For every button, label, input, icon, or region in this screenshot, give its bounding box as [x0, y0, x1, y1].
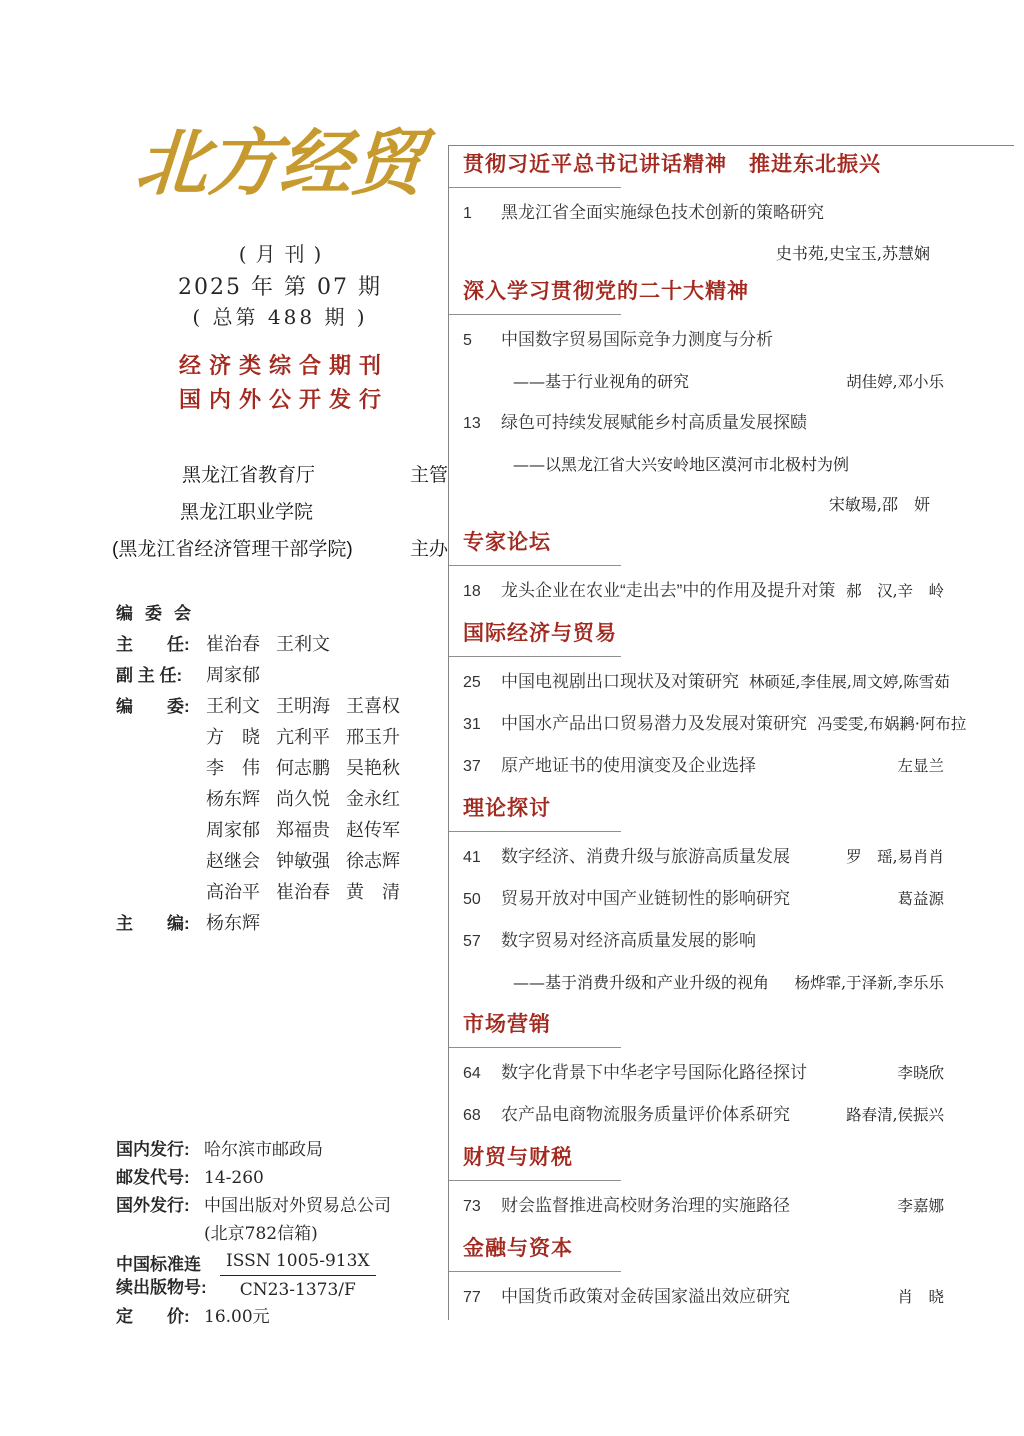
toc-section-title: 金融与资本 [463, 1237, 573, 1260]
board-names [206, 660, 448, 691]
board-member-name: 尚久悦 [276, 789, 330, 810]
toc-item-authors: 肖 晓 [897, 1288, 944, 1306]
organizer-name-2: (黑龙江省经济管理干部学院) [112, 539, 353, 560]
board-member-name: 王利文 [206, 696, 260, 717]
board-names [206, 908, 448, 939]
section-underline [449, 1271, 621, 1272]
toc-item [463, 754, 1014, 779]
domestic-distribution-value: 哈尔滨市邮政局 [204, 1140, 323, 1160]
board-member-name: 杨东辉 [206, 913, 260, 934]
toc-item-subtitle-row [463, 453, 1014, 477]
editorial-board-row [116, 629, 448, 660]
toc-item-page-number: 64 [463, 1065, 481, 1082]
board-names-line [206, 877, 448, 908]
toc [448, 145, 1014, 1320]
toc-item [463, 328, 1014, 353]
board-member-name: 邢玉升 [346, 727, 400, 748]
section-underline [449, 565, 621, 566]
toc-section-title: 理论探讨 [463, 797, 551, 820]
toc-item-page-number: 1 [463, 205, 472, 222]
board-role-label: 主 任: [116, 635, 190, 654]
board-names [206, 629, 448, 660]
organizer-block [112, 455, 448, 566]
board-member-name: 吴艳秋 [346, 758, 400, 779]
toc-item-authors: 左显兰 [897, 757, 944, 775]
toc-item-page-number: 13 [463, 415, 481, 432]
supervisor-name: 黑龙江省教育厅 [182, 465, 316, 486]
editorial-board-row [116, 908, 448, 939]
board-member-name: 高治平 [206, 882, 260, 903]
toc-item-page-number: 25 [463, 674, 481, 691]
toc-item [463, 1194, 1014, 1219]
toc-item-authors: 胡佳婷,邓小乐 [846, 373, 944, 391]
toc-item [463, 929, 1014, 954]
toc-item [463, 201, 1014, 226]
toc-section-title: 专家论坛 [463, 531, 551, 554]
board-member-name: 何志鹏 [276, 758, 330, 779]
toc-section-title: 财贸与财税 [463, 1146, 573, 1169]
toc-section [463, 279, 1014, 516]
editorial-board-row [116, 660, 448, 691]
organizer-row-1 [112, 492, 448, 529]
board-names-line [206, 691, 448, 722]
toc-item-authors: 路春清,侯振兴 [846, 1106, 944, 1124]
issn-value: ISSN 1005-913X [220, 1250, 376, 1276]
toc-item-title: 龙头企业在农业“走出去”中的作用及提升对策 [501, 581, 836, 600]
toc-item [463, 670, 1014, 695]
board-role-label: 主 编: [116, 914, 190, 933]
toc-item [463, 1285, 1014, 1310]
supervisor-role: 主管 [409, 465, 448, 486]
journal-logo: 北方经贸 [133, 120, 428, 205]
section-underline [449, 1180, 621, 1181]
toc-item-page-number: 68 [463, 1107, 481, 1124]
postal-code-row [116, 1164, 448, 1192]
board-names-line [206, 753, 448, 784]
toc-item-subtitle-row [463, 370, 1014, 394]
editorial-board [116, 598, 448, 939]
supervisor-row [112, 455, 448, 492]
toc-author-line: 史书苑,史宝玉,苏慧娴 [775, 244, 930, 263]
board-member-name: 黄 清 [346, 882, 400, 903]
toc-item [463, 712, 1014, 737]
toc-section-title: 市场营销 [463, 1013, 551, 1036]
editorial-board-title: 编委会 [116, 604, 203, 623]
toc-item-title: 原产地证书的使用演变及企业选择 [501, 756, 756, 775]
toc-section-title: 国际经济与贸易 [463, 622, 617, 645]
board-member-name: 亢利平 [276, 727, 330, 748]
board-member-name: 周家郁 [206, 820, 260, 841]
board-names-line [206, 660, 448, 691]
board-member-name: 周家郁 [206, 665, 260, 686]
section-underline [449, 1047, 621, 1048]
section-underline [449, 831, 621, 832]
board-names-line [206, 908, 448, 939]
toc-section [463, 1012, 1014, 1128]
board-member-name: 杨东辉 [206, 789, 260, 810]
toc-item-authors: 林硕延,李佳展,周文婷,陈雪茹 [749, 673, 950, 691]
board-names-line [206, 629, 448, 660]
domestic-distribution-label: 国内发行: [116, 1140, 190, 1159]
toc-section [463, 1145, 1014, 1219]
toc-item-page-number: 37 [463, 758, 481, 775]
board-names-line [206, 815, 448, 846]
toc-section [463, 796, 1014, 995]
toc-item-title: 贸易开放对中国产业链韧性的影响研究 [501, 889, 790, 908]
toc-section-title: 贯彻习近平总书记讲话精神 推进东北振兴 [463, 153, 881, 176]
foreign-distribution-row-2 [116, 1220, 448, 1248]
toc-item [463, 411, 1014, 436]
postal-code-value: 14-260 [204, 1168, 264, 1188]
board-role-label: 副 主 任: [116, 666, 183, 685]
toc-item [463, 887, 1014, 912]
toc-section-title: 深入学习贯彻党的二十大精神 [463, 280, 749, 303]
toc-item-authors: 罗 瑶,易肖肖 [846, 848, 944, 866]
toc-section-items [463, 1285, 1014, 1310]
serial-number-values [220, 1250, 376, 1301]
toc-item-title: 财会监督推进高校财务治理的实施路径 [501, 1196, 790, 1215]
board-names-line [206, 722, 448, 753]
board-member-name: 王喜权 [346, 696, 400, 717]
toc-item-title: 中国电视剧出口现状及对策研究 [501, 672, 739, 691]
board-member-name: 崔治春 [206, 634, 260, 655]
toc-section-items [463, 579, 1014, 604]
toc-item-authors: 冯雯雯,布娲鹣·阿布拉 [817, 715, 967, 733]
foreign-distribution-value: 中国出版对外贸易总公司 [204, 1196, 391, 1216]
toc-item [463, 1061, 1014, 1086]
toc-item [463, 1103, 1014, 1128]
toc-section-items [463, 328, 1014, 516]
frequency-label: (月刊) [238, 242, 331, 266]
editorial-board-rows [116, 629, 448, 939]
tagline-distribution: 国内外公开发行 [178, 387, 389, 412]
toc-item-page-number: 50 [463, 891, 481, 908]
board-member-name: 金永红 [346, 789, 400, 810]
toc-item-page-number: 77 [463, 1289, 481, 1306]
toc-section-items [463, 845, 1014, 995]
board-names-line [206, 846, 448, 877]
toc-section-items [463, 201, 1014, 265]
board-member-name: 方 晓 [206, 727, 260, 748]
price-value: 16.00元 [204, 1307, 270, 1327]
toc-item-authors: 葛益源 [897, 890, 944, 908]
cn-value: CN23-1373/F [239, 1280, 356, 1300]
toc-section [463, 152, 1014, 265]
toc-section-items [463, 1061, 1014, 1128]
toc-item-title: 中国水产品出口贸易潜力及发展对策研究 [501, 714, 807, 733]
board-member-name: 王明海 [276, 696, 330, 717]
domestic-distribution-row [116, 1136, 448, 1164]
foreign-distribution-label: 国外发行: [116, 1196, 190, 1215]
board-member-name: 崔治春 [276, 882, 330, 903]
toc-author-line: 宋敏瑒,邵 妍 [828, 495, 930, 514]
toc-item-subtitle: ——基于行业视角的研究 [513, 372, 690, 391]
toc-item-title: 数字经济、消费升级与旅游高质量发展 [501, 847, 790, 866]
toc-item-authors: 郝 汉,辛 岭 [846, 582, 944, 600]
toc-item-title: 黑龙江省全面实施绿色技术创新的策略研究 [501, 203, 824, 222]
organizer-row-2 [112, 529, 448, 566]
serial-number-row [116, 1250, 448, 1301]
toc-section [463, 621, 1014, 779]
board-member-name: 王利文 [276, 634, 330, 655]
serial-number-label: 中国标准连 续出版物号: [116, 1254, 207, 1297]
board-names-line [206, 784, 448, 815]
issue-number: 2025 年 第 07 期 [178, 275, 382, 300]
toc-item-authors: 李嘉娜 [897, 1197, 944, 1215]
toc-item-title: 绿色可持续发展赋能乡村高质量发展探赜 [501, 413, 807, 432]
organizer-name: 黑龙江职业学院 [180, 502, 314, 523]
board-names [206, 691, 448, 908]
postal-code-label: 邮发代号: [116, 1168, 190, 1187]
issue-total-number: ( 总第 488 期 ) [192, 305, 368, 329]
toc-section [463, 1236, 1014, 1310]
price-row [116, 1303, 448, 1331]
toc-item-page-number: 57 [463, 933, 481, 950]
board-member-name: 郑福贵 [276, 820, 330, 841]
section-underline [449, 314, 621, 315]
foreign-distribution-value-2: (北京782信箱) [204, 1224, 318, 1244]
toc-item [463, 579, 1014, 604]
section-underline [449, 656, 621, 657]
toc-item-page-number: 18 [463, 583, 481, 600]
organizer-role: 主办 [409, 539, 448, 560]
toc-item-page-number: 41 [463, 849, 481, 866]
section-underline [449, 187, 621, 188]
toc-item [463, 845, 1014, 870]
toc-item-title: 数字贸易对经济高质量发展的影响 [501, 931, 756, 950]
toc-item-title: 中国货币政策对金砖国家溢出效应研究 [501, 1287, 790, 1306]
toc-item-authors: 李晓欣 [897, 1064, 944, 1082]
toc-item-subtitle: ——以黑龙江省大兴安岭地区漠河市北极村为例 [513, 455, 850, 474]
foreign-distribution-row [116, 1192, 448, 1220]
board-member-name: 赵继会 [206, 851, 260, 872]
toc-item-page-number: 31 [463, 716, 481, 733]
board-role-label: 编 委: [116, 697, 190, 716]
board-member-name: 钟敏强 [276, 851, 330, 872]
toc-section [463, 530, 1014, 604]
toc-item-subtitle-row [463, 971, 1014, 995]
toc-item-page-number: 5 [463, 332, 472, 349]
board-member-name: 徐志辉 [346, 851, 400, 872]
toc-section-items [463, 670, 1014, 779]
toc-item-title: 数字化背景下中华老字号国际化路径探讨 [501, 1063, 807, 1082]
toc-item-authors: 杨烨霏,于泽新,李乐乐 [794, 974, 944, 992]
board-member-name: 赵传军 [346, 820, 400, 841]
toc-item-title: 中国数字贸易国际竞争力测度与分析 [501, 330, 773, 349]
editorial-board-row [116, 691, 448, 908]
masthead-column [112, 0, 448, 1436]
toc-item-title: 农产品电商物流服务质量评价体系研究 [501, 1105, 790, 1124]
toc-section-items [463, 1194, 1014, 1219]
price-label: 定 价: [116, 1307, 190, 1326]
tagline-category: 经济类综合期刊 [178, 353, 389, 378]
board-member-name: 李 伟 [206, 758, 260, 779]
toc-item-page-number: 73 [463, 1198, 481, 1215]
publishing-info [116, 1136, 448, 1331]
toc-item-subtitle: ——基于消费升级和产业升级的视角 [513, 973, 770, 992]
